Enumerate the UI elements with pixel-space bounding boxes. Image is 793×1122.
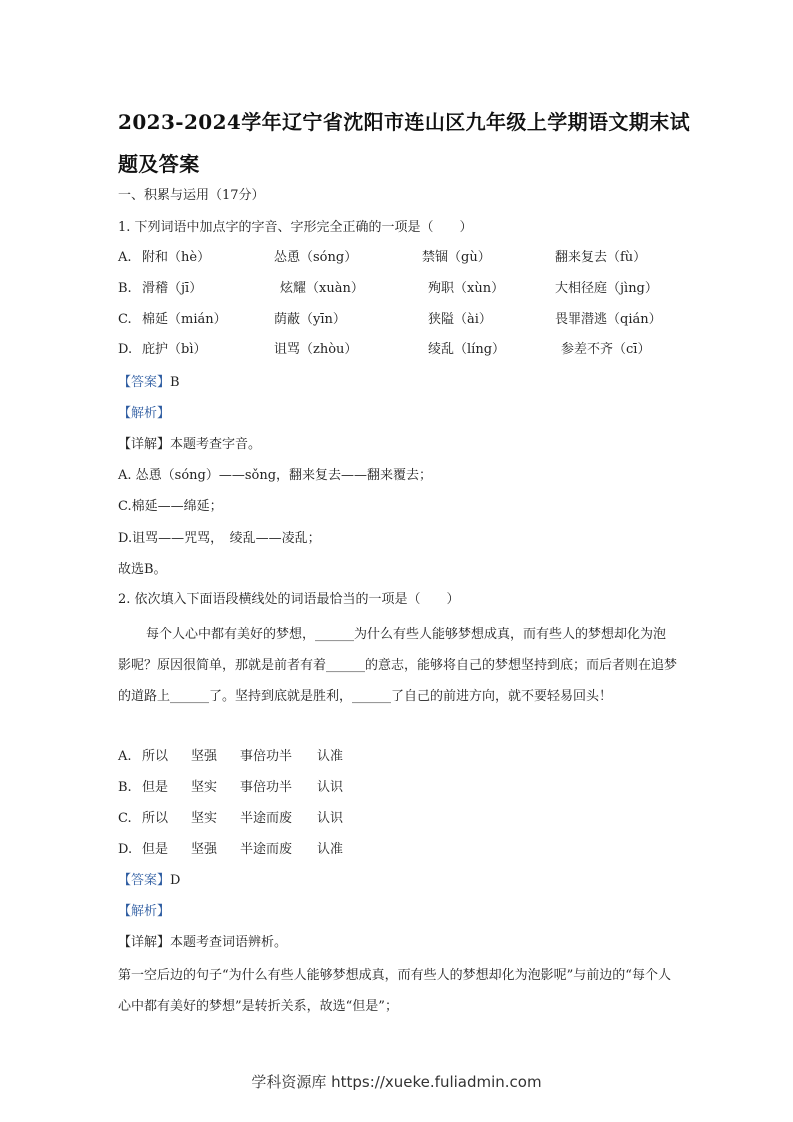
option-item: 狭隘（ài） [428,312,492,327]
option-item: 滑稽（jī） [142,281,203,296]
option-item: 庇护（bì） [142,342,207,357]
q1-analysis-tag: 【解析】 [118,406,171,421]
detail-text: 本题考查字音。 [170,437,262,452]
q1-detail [118,436,261,454]
option-letter: D. [118,842,133,857]
option-item: 畏罪潜逃（qián） [555,312,662,327]
option-item: 大相径庭（jìng） [555,281,658,296]
q2-option-a [118,748,418,766]
option-item: 怂恿（sóng） [274,250,358,265]
q2-passage: 每个人心中都有美好的梦想，______为什么有些人能够梦想成真，而有些人的梦想却化为泡影呢？原因很简单，那就是前者有着______的意志，能够将自己的梦想坚持到底；而后者则在追梦的道路上______了。坚持到底就是胜利，______了自己的前进方向，就不要轻易回头！ [118,627,678,704]
q2-detail [118,934,287,952]
option-item: 坚强 [191,842,218,857]
option-item: 坚实 [191,811,218,826]
option-item: 半途而废 [240,842,293,857]
option-item: 绫乱（líng） [428,342,506,357]
q1-option-d [118,341,698,359]
option-letter: A. [118,250,132,265]
q1-explain-line: C.棉延——绵延； [118,499,223,514]
q1-option-b [118,280,698,298]
option-item: 附和（hè） [142,250,211,265]
option-item: 诅骂（zhòu） [274,342,358,357]
q1-explain-line: A. 怂恿（sóng）——sǒng，翻来复去——翻来覆去； [118,468,433,483]
option-item: 坚强 [191,749,218,764]
answer-value: B [170,375,180,390]
q1-option-a [118,249,698,267]
option-item: 炫耀（xuàn） [280,281,364,296]
option-letter: B. [118,281,132,296]
q2-explanation: 第一空后边的句子“为什么有些人能够梦想成真，而有些人的梦想却化为泡影呢”与前边的“每个人心中都有美好的梦想”是转折关系，故选“但是”； [118,968,671,1014]
option-item: 半途而废 [240,811,293,826]
q2-option-d [118,841,418,859]
option-item: 认识 [317,811,344,826]
option-item: 认识 [317,780,344,795]
option-item: 参差不齐（cī） [561,342,651,357]
section-heading: 一、积累与运用（17分） [118,188,265,203]
option-item: 事倍功半 [240,780,293,795]
answer-tag: 【答案】 [118,375,171,390]
page-title: 2023-2024学年辽宁省沈阳市连山区九年级上学期语文期末试题及答案 [118,110,691,176]
option-item: 所以 [142,811,169,826]
option-item: 所以 [142,749,169,764]
q1-explain-line: D.诅骂——咒骂， 绫乱——凌乱； [118,531,321,546]
option-item: 事倍功半 [240,749,293,764]
option-item: 但是 [142,780,169,795]
question-1-stem: 1. 下列词语中加点字的字音、字形完全正确的一项是（ ） [118,220,473,235]
option-item: 殉职（xùn） [428,281,505,296]
question-2-stem: 2. 依次填入下面语段横线处的词语最恰当的一项是（ ） [118,592,460,607]
option-item: 认准 [317,749,344,764]
option-item: 荫蔽（yīn） [274,312,346,327]
option-item: 坚实 [191,780,218,795]
option-letter: A. [118,749,132,764]
answer-value: D [170,873,181,888]
q1-explain-line: 故选B。 [118,562,167,577]
q2-answer [118,872,180,890]
answer-tag: 【答案】 [118,873,171,888]
option-letter: C. [118,811,132,826]
q2-option-c [118,810,418,828]
detail-text: 本题考查词语辨析。 [170,935,288,950]
footer-watermark: 学科资源库 https://xueke.fuliadmin.com [251,1073,542,1091]
q2-option-b [118,779,418,797]
q1-option-c [118,311,698,329]
option-item: 认准 [317,842,344,857]
q1-answer [118,374,180,392]
option-letter: B. [118,780,132,795]
option-letter: D. [118,342,133,357]
detail-tag: 【详解】 [118,935,171,950]
option-item: 禁锢（gù） [422,250,491,265]
option-item: 但是 [142,842,169,857]
q2-analysis-tag: 【解析】 [118,904,171,919]
detail-tag: 【详解】 [118,437,171,452]
option-letter: C. [118,312,132,327]
option-item: 翻来复去（fù） [555,250,647,265]
option-item: 棉延（mián） [142,312,227,327]
